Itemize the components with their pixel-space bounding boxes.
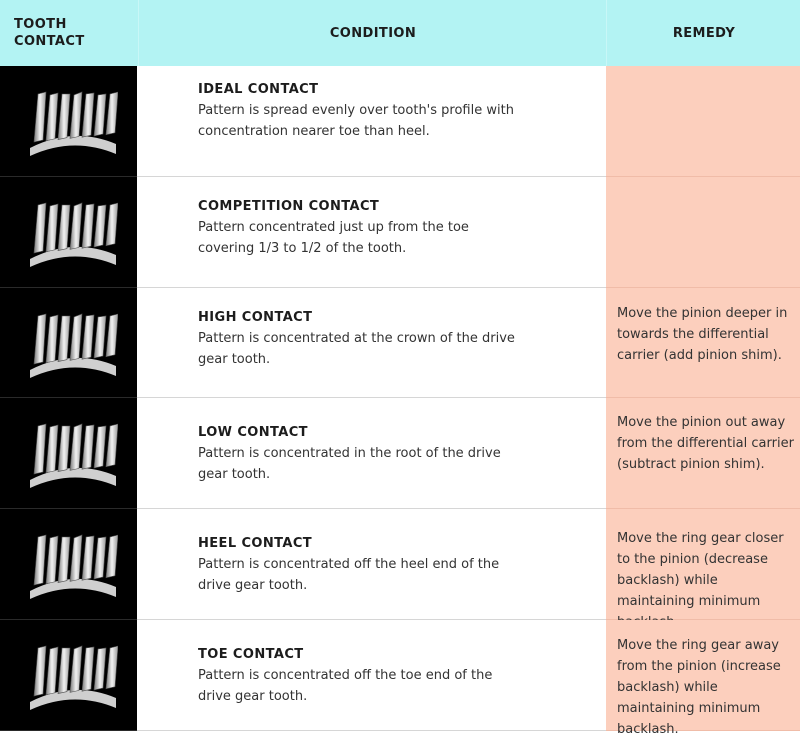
remedy-cell	[606, 620, 800, 737]
gear-tooth-image	[28, 640, 118, 710]
gear-tooth	[58, 205, 70, 251]
condition-cell	[137, 398, 606, 509]
table-row	[0, 177, 800, 288]
remedy-cell	[606, 509, 800, 620]
remedy-cell	[606, 66, 800, 177]
gear-tooth	[46, 647, 58, 695]
tooth-contact-image-cell	[0, 66, 137, 177]
tooth-contact-image-cell	[0, 288, 137, 398]
gear-tooth	[58, 426, 70, 472]
condition-description: Pattern is concentrated at the crown of the drive gear tooth.	[198, 331, 515, 367]
gear-tooth	[34, 314, 46, 364]
condition-title: IDEAL CONTACT	[198, 82, 319, 97]
gear-tooth	[70, 92, 82, 138]
gear-tooth	[46, 315, 58, 363]
gear-tooth	[46, 204, 58, 252]
gear-tooth	[70, 646, 82, 692]
remedy-text: Move the ring gear closer to the pinion (decrease backlash) while maintaining minimum	[617, 531, 784, 609]
condition-description: Pattern concentrated just up from the toe covering 1/3 to 1/2 of the tooth.	[198, 220, 469, 256]
tooth-contact-image-cell	[0, 509, 137, 620]
gear-tooth	[94, 94, 106, 136]
gear-tooth	[82, 647, 94, 691]
gear-tooth	[94, 205, 106, 247]
table-row	[0, 620, 800, 737]
remedy-text: Move the pinion out away from the differential carrier (subtract pinion shim).	[617, 415, 794, 472]
condition-cell	[137, 509, 606, 620]
table-row	[0, 398, 800, 509]
gear-tooth	[46, 425, 58, 473]
remedy-cell	[606, 177, 800, 288]
gear-tooth	[106, 646, 118, 689]
gear-tooth	[106, 314, 118, 357]
gear-tooth	[82, 315, 94, 359]
gear-tooth	[46, 93, 58, 141]
remedy-cell	[606, 398, 800, 509]
gear-tooth	[34, 92, 46, 142]
gear-tooth-image	[28, 529, 118, 599]
table-row	[0, 66, 800, 177]
tooth-contact-image-cell	[0, 620, 137, 731]
gear-tooth	[34, 535, 46, 585]
condition-cell	[137, 177, 606, 288]
remedy-text: Move the pinion deeper in towards the differential carrier (add pinion shim).	[617, 306, 788, 363]
condition-cell	[137, 66, 606, 177]
table-row	[0, 509, 800, 620]
gear-tooth-image	[28, 418, 118, 488]
gear-tooth	[70, 535, 82, 581]
tooth-contact-image-cell	[0, 398, 137, 509]
header-condition: CONDITION	[138, 0, 607, 66]
condition-description: Pattern is concentrated off the heel end of the drive gear tooth.	[198, 557, 500, 593]
table-row	[0, 288, 800, 398]
gear-tooth	[70, 424, 82, 470]
gear-tooth	[94, 537, 106, 579]
gear-tooth	[58, 648, 70, 694]
header-tooth-contact-label: TOOTH CONTACT	[14, 17, 85, 49]
gear-tooth	[94, 316, 106, 358]
gear-tooth	[34, 424, 46, 474]
gear-tooth	[106, 535, 118, 578]
gear-tooth	[106, 203, 118, 246]
condition-cell	[137, 620, 606, 731]
gear-tooth	[70, 314, 82, 360]
gear-tooth	[94, 648, 106, 690]
gear-tooth	[82, 93, 94, 137]
gear-tooth-image	[28, 86, 118, 156]
condition-cell	[137, 288, 606, 398]
condition-title: TOE CONTACT	[198, 647, 304, 662]
gear-tooth	[58, 94, 70, 140]
gear-tooth-image	[28, 308, 118, 378]
condition-title: HEEL CONTACT	[198, 536, 313, 551]
gear-tooth	[82, 425, 94, 469]
condition-description: Pattern is concentrated off the toe end of the drive gear tooth.	[198, 668, 493, 704]
gear-tooth	[46, 536, 58, 584]
gear-tooth	[106, 424, 118, 467]
gear-tooth	[34, 203, 46, 253]
gear-tooth	[58, 316, 70, 362]
condition-title: HIGH CONTACT	[198, 310, 313, 325]
remedy-text: Move the ring gear away from the pinion (increase backlash) while maintaining minimum backlash.	[617, 638, 781, 737]
table-header	[0, 0, 800, 67]
tooth-contact-image-cell	[0, 177, 137, 288]
gear-tooth	[82, 204, 94, 248]
gear-tooth-image	[28, 197, 118, 267]
remedy-cell	[606, 288, 800, 398]
gear-tooth	[70, 203, 82, 249]
gear-tooth	[106, 92, 118, 135]
gear-tooth	[58, 537, 70, 583]
gear-tooth	[94, 426, 106, 468]
header-remedy: REMEDY	[606, 0, 800, 66]
condition-title: COMPETITION CONTACT	[198, 199, 380, 214]
condition-title: LOW CONTACT	[198, 425, 308, 440]
gear-tooth	[34, 646, 46, 696]
condition-description: Pattern is concentrated in the root of the drive gear tooth.	[198, 446, 501, 482]
gear-tooth	[82, 536, 94, 580]
condition-description: Pattern is spread evenly over tooth's profile with concentration nearer toe than heel.	[198, 103, 514, 139]
header-tooth-contact	[0, 0, 137, 66]
